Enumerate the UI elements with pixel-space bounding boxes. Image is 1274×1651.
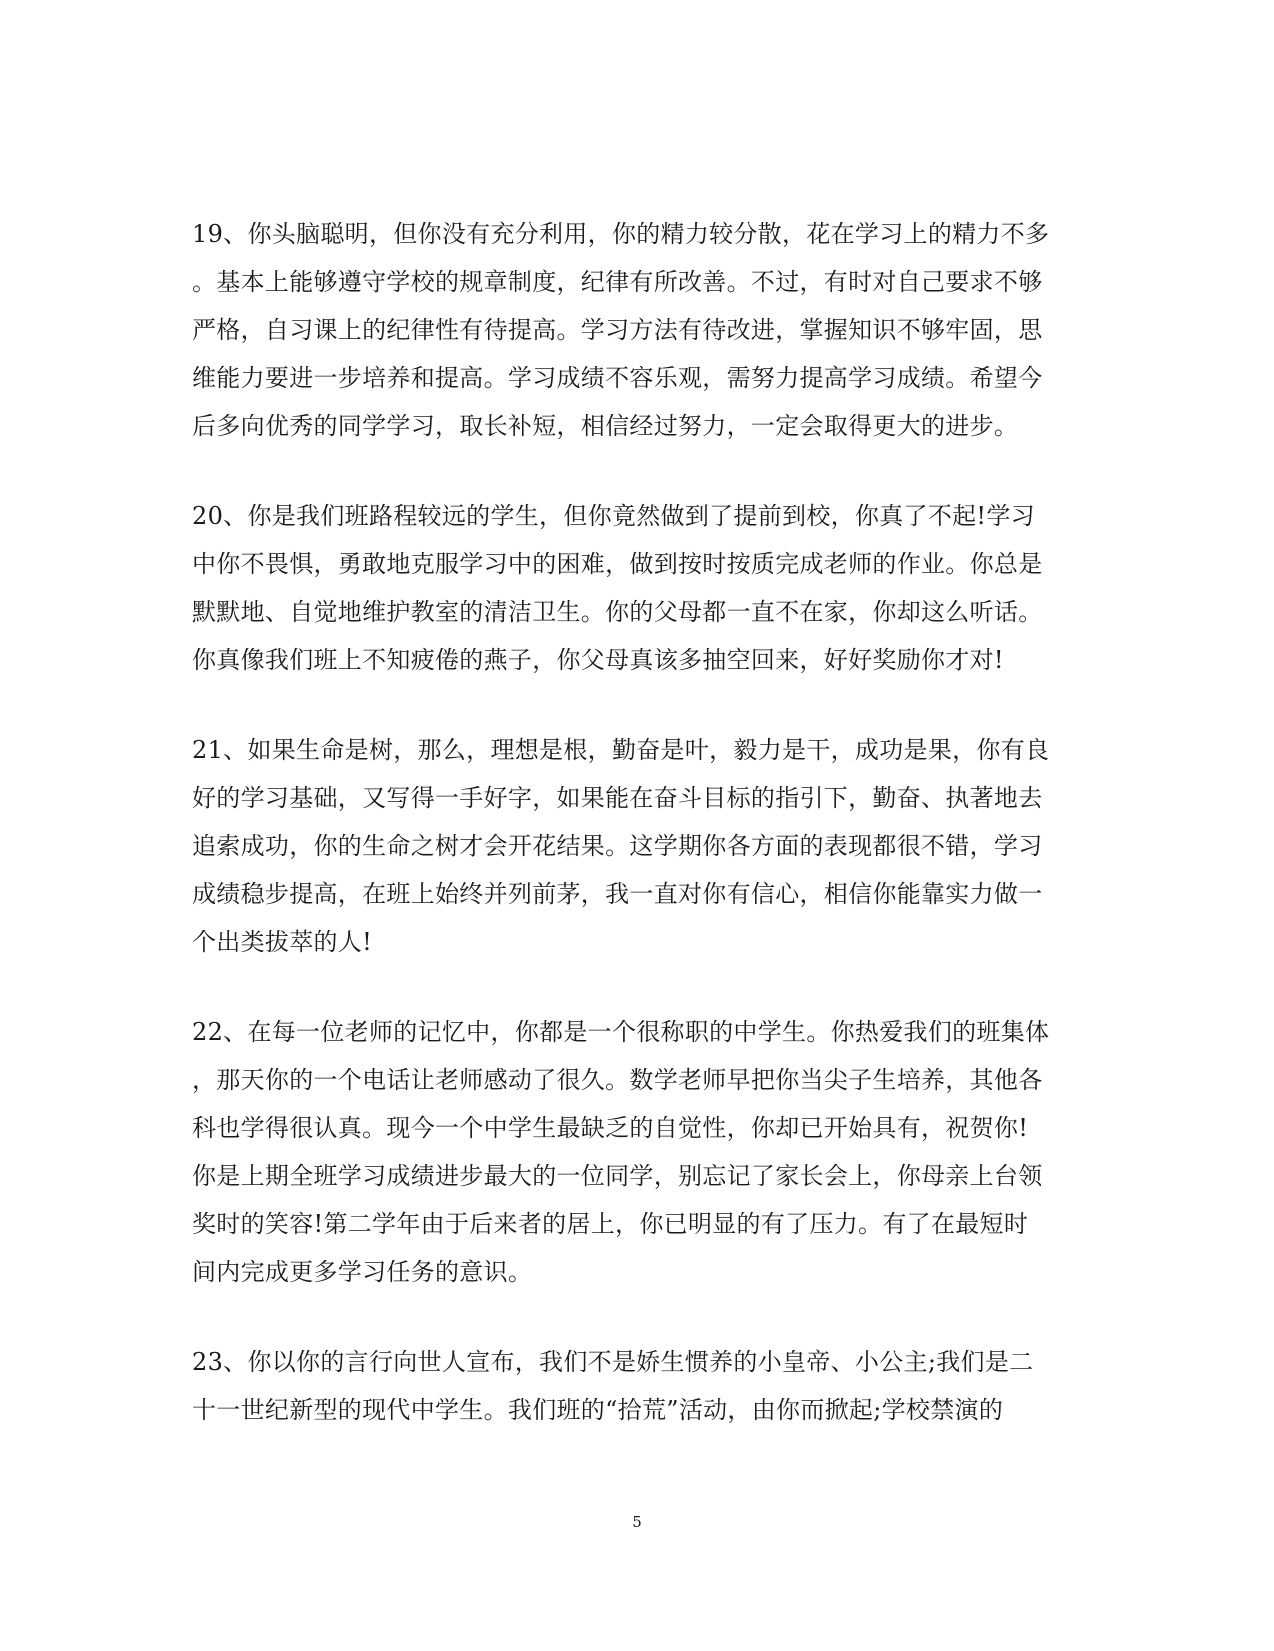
- text-line: 严格，自习课上的纪律性有待提高。学习方法有待改进，掌握知识不够牢固，思: [192, 316, 1043, 344]
- text-line: 追索成功，你的生命之树才会开花结果。这学期你各方面的表现都很不错，学习: [192, 832, 1043, 860]
- comment-paragraph-23: [192, 1338, 1072, 1434]
- text-line: 奖时的笑容!第二学年由于后来者的居上，你已明显的有了压力。有了在最短时: [192, 1210, 1029, 1238]
- text-line: 间内完成更多学习任务的意识。: [192, 1258, 533, 1286]
- document-body: [192, 210, 1072, 1476]
- text-line: 22、在每一位老师的记忆中，你都是一个很称职的中学生。你热爱我们的班集体: [192, 1018, 1050, 1046]
- text-line: 你是上期全班学习成绩进步最大的一位同学，别忘记了家长会上，你母亲上台领: [192, 1162, 1043, 1190]
- text-line: 好的学习基础，又写得一手好字，如果能在奋斗目标的指引下，勤奋、执著地去: [192, 784, 1043, 812]
- text-line: 。基本上能够遵守学校的规章制度，纪律有所改善。不过，有时对自己要求不够: [192, 268, 1043, 296]
- text-line: 21、如果生命是树，那么，理想是根，勤奋是叶，毅力是干，成功是果，你有良: [192, 736, 1050, 764]
- text-line: 十一世纪新型的现代中学生。我们班的“拾荒”活动，由你而掀起;学校禁演的: [192, 1396, 1004, 1424]
- text-line: 23、你以你的言行向世人宣布，我们不是娇生惯养的小皇帝、小公主;我们是二: [192, 1348, 1034, 1376]
- text-line: 后多向优秀的同学学习，取长补短，相信经过努力，一定会取得更大的进步。: [192, 412, 1019, 440]
- text-line: 20、你是我们班路程较远的学生，但你竟然做到了提前到校，你真了不起!学习: [192, 502, 1035, 530]
- text-line: 个出类拔萃的人!: [192, 928, 373, 956]
- page-number: 5: [632, 1513, 642, 1531]
- text-line: 中你不畏惧，勇敢地克服学习中的困难，做到按时按质完成老师的作业。你总是: [192, 550, 1043, 578]
- comment-paragraph-19: [192, 210, 1072, 450]
- comment-paragraph-22: [192, 1008, 1072, 1296]
- text-line: 你真像我们班上不知疲倦的燕子，你父母真该多抽空回来，好好奖励你才对!: [192, 646, 1004, 674]
- text-line: 默默地、自觉地维护教室的清洁卫生。你的父母都一直不在家，你却这么听话。: [192, 598, 1043, 626]
- text-line: 19、你头脑聪明，但你没有充分利用，你的精力较分散，花在学习上的精力不多: [192, 220, 1050, 248]
- text-line: 科也学得很认真。现今一个中学生最缺乏的自觉性，你却已开始具有，祝贺你!: [192, 1114, 1029, 1142]
- text-line: 成绩稳步提高，在班上始终并列前茅，我一直对你有信心，相信你能靠实力做一: [192, 880, 1043, 908]
- text-line: 维能力要进一步培养和提高。学习成绩不容乐观，需努力提高学习成绩。希望今: [192, 364, 1043, 392]
- comment-paragraph-21: [192, 726, 1072, 966]
- comment-paragraph-20: [192, 492, 1072, 684]
- text-line: ，那天你的一个电话让老师感动了很久。数学老师早把你当尖子生培养，其他各: [192, 1066, 1043, 1094]
